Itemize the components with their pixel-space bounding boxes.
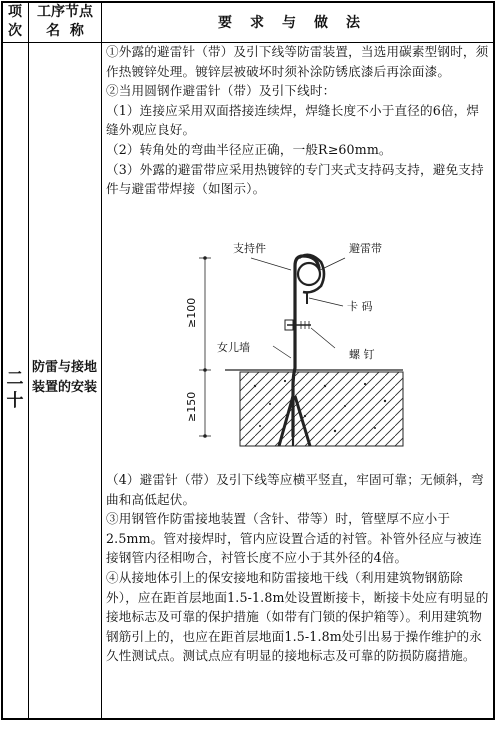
parapet-wall	[240, 372, 403, 446]
dimension-lower: ≥150	[185, 391, 198, 422]
label-support: 支持件	[233, 242, 266, 255]
header-item-no: 项 次	[8, 4, 22, 39]
paragraph: （1）连接应采用双面搭接连续焊，焊缝长度不小于直径的6倍，焊缝外观应良好。	[106, 102, 480, 138]
paragraph: （4）避雷针（带）及引下线等应横平竖直，牢固可靠；无倾斜，弯曲和高低起伏。	[106, 472, 484, 507]
item-number: 二 十	[6, 369, 24, 411]
header-node-name: 工序节点 名 称	[37, 4, 93, 39]
paragraph: （2）转角处的弯曲半径应正确，一般R≥60mm。	[106, 141, 392, 157]
dimension-upper: ≥100	[185, 297, 198, 328]
dimension-dot	[203, 368, 207, 372]
lightning-strip-support-diagram	[175, 236, 415, 451]
label-bolt: 螺 钉	[349, 348, 375, 361]
label-clamp: 卡 码	[347, 300, 373, 313]
label-parapet: 女儿墙	[217, 341, 250, 354]
paragraph: ③用钢管作防雷接地装置（含针、带等）时，管壁厚不应小于2.5mm。管对接焊时，管内应设置合适的衬管。补管外径应与被连接钢管内径相吻合，衬管长度不应小于其外径的4倍。	[106, 511, 482, 566]
paragraph: （3）外露的避雷带应采用热镀锌的专门夹式支持码支持，避免支持件与避雷带焊接（如图示）。	[106, 161, 484, 197]
header-requirements: 要求与做法	[218, 15, 378, 31]
leader-clamp	[309, 298, 343, 306]
label-lightning-strip: 避雷带	[349, 242, 382, 255]
dimension-dot	[203, 256, 207, 260]
col-divider-1	[28, 2, 29, 719]
leader-support	[251, 258, 291, 270]
paragraph: ④从接地体引上的保安接地和防雷接地干线（利用建筑物钢筋除外），应在距首层地面1.5-1.8m处设置断接卡，断接卡处应有明显的接地标志及可靠的保护措施（如带有门锁的保护箱等）。利用建筑物钢筋引上的，也应在距首层地面1.5-1.8m处引出易于操作维护的永久性测试点。测试点应有明显的接地标志及可靠的防损防腐措施。	[106, 569, 489, 664]
dimension-dot	[203, 434, 207, 438]
paragraph: ②当用圆钢作避雷针（带）及引下线时：	[106, 83, 336, 99]
node-name: 防雷与接地装置的安装	[32, 360, 98, 395]
requirements-bottom	[106, 470, 491, 666]
paragraph: ①外露的避雷针（带）及引下线等防雷装置，当选用碳素型钢时，须作热镀锌处理。镀锌层被破坏时须补涂防锈底漆后再涂面漆。	[106, 44, 489, 79]
leader-bolt	[311, 328, 335, 348]
requirements-top	[106, 42, 491, 199]
leader-strip	[320, 258, 345, 270]
col-divider-2	[101, 2, 102, 719]
leader-parapet	[273, 346, 291, 358]
lightning-strip	[298, 263, 320, 285]
